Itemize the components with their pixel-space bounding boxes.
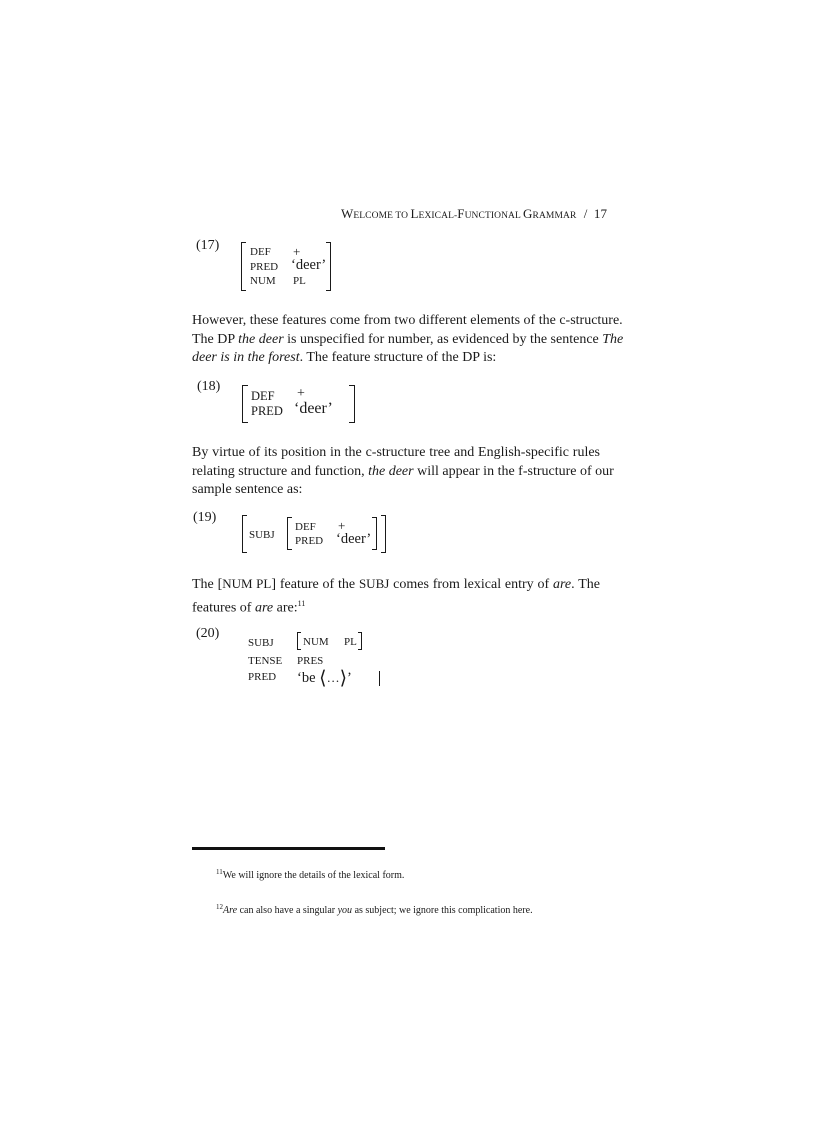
avm-attr: PRED [251,404,283,418]
inner-right-bracket [358,632,362,650]
pred-dots: … [326,670,340,685]
text-run: The [ [192,577,223,592]
footnote-ref[interactable]: 11 [297,598,306,608]
running-head-title-part: L [410,206,419,221]
avm-value: ‘deer’ [336,531,372,547]
subj-inner-avm [297,632,362,650]
avm-attr: PRED [295,535,324,547]
right-bracket-fragment [379,671,380,686]
italic-text: the deer [238,331,284,347]
page-number: 17 [593,206,608,221]
pred-open: ‘be [297,670,316,686]
example-number-18: (18) [197,379,221,394]
text-line [192,331,624,350]
italic-text: Are [223,905,238,916]
outer-left-bracket [242,515,247,553]
text-line: sample sentence as: [192,482,303,498]
inner-left-bracket [297,632,301,650]
italic-text: are [553,577,572,592]
avm-value: PRES [297,655,324,667]
text-run: ] feature of the [271,577,359,592]
text-line [192,349,600,368]
avm-attr: DEF [250,246,271,258]
small-caps-text: SUBJ [358,576,390,591]
text-line [192,595,600,618]
avm-value: + [293,244,301,259]
avm-value: ‘deer’ [294,400,333,417]
running-head-title-part: EXICAL- [418,211,458,221]
running-head-title-part: ELCOME TO [353,211,411,221]
avm-value: PL [293,275,306,287]
inner-avm [287,517,377,550]
running-head-title-part: UNCTIONAL [464,211,524,221]
italic-text: The [602,331,624,347]
inner-right-bracket [372,517,377,550]
running-head-title-part: G [523,206,533,221]
footnote-text: can also have a singular [237,905,338,916]
footnote-11 [216,868,404,881]
avm-attr: SUBJ [249,529,275,541]
avm-19 [242,515,386,553]
italic-text: deer is in the forest [192,350,300,366]
avm-value: + [338,518,346,533]
example-number-20: (20) [196,626,220,641]
text-line [192,575,600,595]
avm-attr: DEF [295,521,316,533]
footnote-mark: 11 [216,868,223,876]
left-bracket [242,385,248,423]
avm-value: ‘deer’ [291,257,327,273]
text-run: . The [571,577,600,592]
footnote-text: as subject; we ignore this complication here. [352,905,533,916]
inner-left-bracket [287,517,292,550]
example-number-19: (19) [193,510,217,525]
text-run: features of [192,600,255,616]
italic-text: the deer [368,463,414,479]
example-number-17: (17) [196,238,220,253]
outer-right-bracket [381,515,386,553]
paragraph [192,444,614,500]
text-line [192,463,614,482]
text-run: relating structure and function, [192,463,369,479]
footnote-rule [192,847,385,850]
footnote-mark: 12 [216,903,223,911]
paragraph [192,312,624,368]
italic-text: you [337,905,353,916]
avm-value: PL [344,636,357,648]
text-run: The DP [192,331,239,347]
text-run: . The feature structure of the DP is: [299,350,497,366]
avm-attr: PRED [248,671,277,683]
avm-18 [242,385,355,423]
running-head-title-part: RAMMAR [532,211,577,221]
left-bracket [241,242,246,291]
text-run: are: [273,600,298,616]
paragraph [192,575,600,618]
running-head [341,206,607,222]
avm-attr: NUM [303,636,329,648]
text-line: However, these features come from two different elements of the c-structure. [192,313,623,328]
footnote-12 [216,903,533,916]
text-line: By virtue of its position in the c-structure tree and English-specific rules [192,445,600,460]
right-bracket [326,242,331,291]
italic-text: are [254,600,274,616]
avm-value [297,667,352,690]
angle-open: ⟨ [319,668,327,689]
avm-20 [248,632,388,692]
small-caps-text: NUM PL [222,576,272,591]
running-head-title-part: F [457,206,465,221]
avm-value: + [297,386,305,401]
right-bracket [349,385,355,423]
avm-attr: SUBJ [248,637,274,649]
avm-attr: NUM [250,275,276,287]
avm-attr: PRED [250,261,279,273]
avm-attr: DEF [251,389,275,403]
text-run: will appear in the f-structure of our [413,463,614,479]
text-run: is unspecified for number, as evidenced by the sentence [283,331,603,347]
text-run: comes from lexical entry of [389,577,553,592]
footnote-text: We will ignore the details of the lexical form. [222,870,405,881]
avm-17 [241,242,331,291]
running-head-separator: / [583,206,588,221]
angle-close: ⟩ [339,668,347,689]
pred-close: ’ [346,670,352,686]
avm-attr: TENSE [248,655,283,667]
running-head-title-part: W [341,206,354,221]
